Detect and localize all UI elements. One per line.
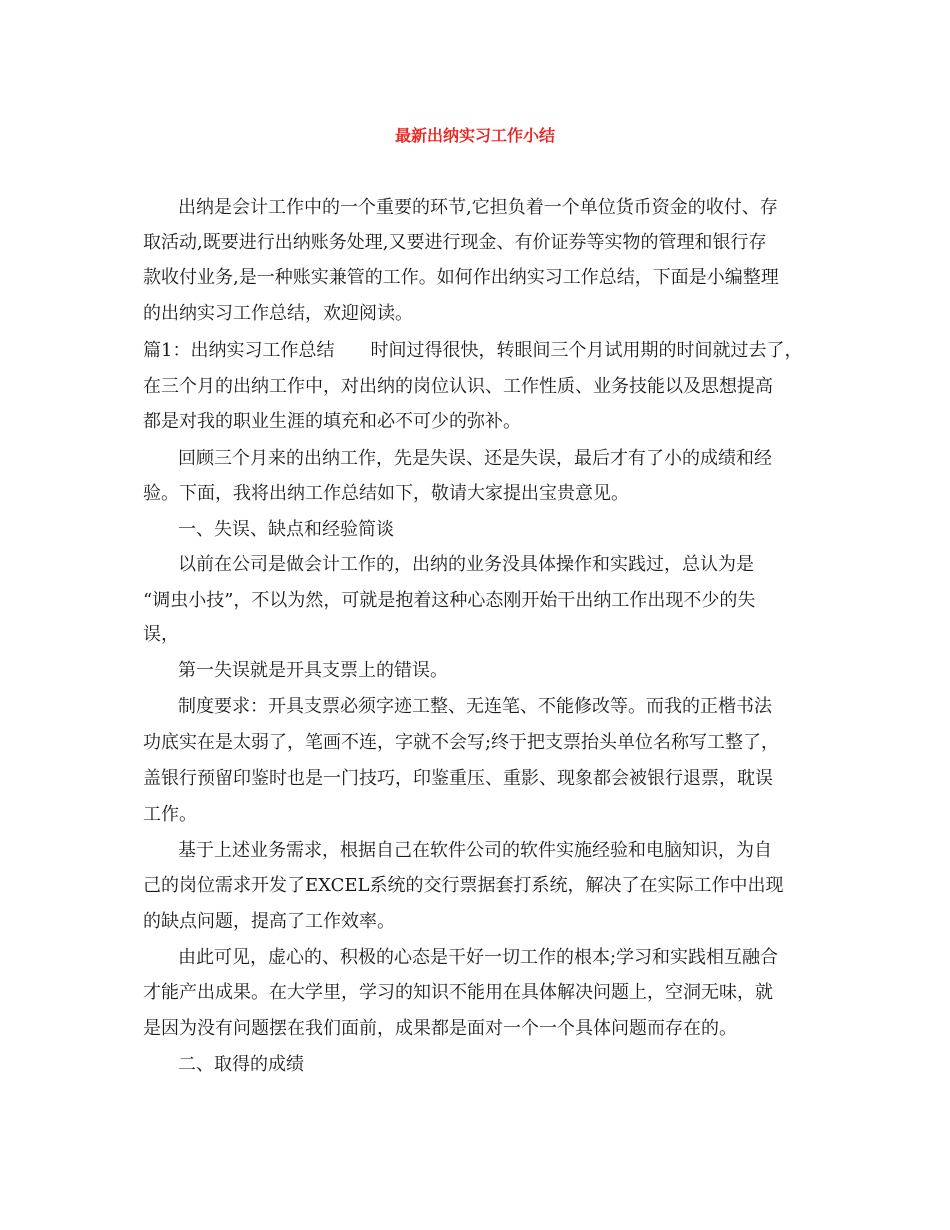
text-line: 盖银行预留印鉴时也是一门技巧，印鉴重压、重影、现象都会被银行退票，耽误: [143, 768, 773, 789]
text-line: 第一失误就是开具支票上的错误。: [178, 660, 448, 681]
text-line: 是因为没有问题摆在我们面前，成果都是面对一个一个具体问题而存在的。: [143, 1018, 737, 1039]
text-line: 回顾三个月来的出纳工作，先是失误、还是失误，最后才有了小的成绩和经: [178, 448, 772, 469]
text-line: 基于上述业务需求，根据自己在软件公司的软件实施经验和电脑知识，为自: [178, 840, 772, 861]
text-line: 在三个月的出纳工作中，对出纳的岗位认识、工作性质、业务技能以及思想提高: [143, 376, 773, 397]
text-line: 验。下面，我将出纳工作总结如下，敬请大家提出宝贵意见。: [143, 483, 629, 504]
text-line: 篇1：出纳实习工作总结 时间过得很快，转眼间三个月试用期的时间就过去了，: [143, 340, 803, 361]
text-line: “调虫小技”，不以为然，可就是抱着这种心态刚开始干出纳工作出现不少的失: [143, 590, 756, 611]
text-line: 己的岗位需求开发了EXCEL系统的交行票据套打系统，解决了在实际工作中出现: [143, 875, 784, 896]
text-line: 款收付业务,是一种账实兼管的工作。如何作出纳实习工作总结，下面是小编整理: [143, 267, 779, 288]
text-line: 的出纳实习工作总结，欢迎阅读。: [143, 303, 413, 324]
text-line: 都是对我的职业生涯的填充和必不可少的弥补。: [143, 411, 521, 432]
text-line: 以前在公司是做会计工作的，出纳的业务没具体操作和实践过，总认为是: [178, 554, 754, 575]
text-line: 才能产出成果。在大学里，学习的知识不能用在具体解决问题上，空洞无味，就: [143, 982, 773, 1003]
text-line: 的缺点问题，提高了工作效率。: [143, 911, 395, 932]
section-heading: 一、失误、缺点和经验简谈: [178, 519, 394, 540]
text-line: 出纳是会计工作中的一个重要的环节,它担负着一个单位货币资金的收付、存: [178, 197, 778, 218]
text-line: 制度要求：开具支票必须字迹工整、无连笔、不能修改等。而我的正楷书法: [178, 696, 772, 717]
section-heading: 二、取得的成绩: [178, 1054, 304, 1075]
text-line: 误，: [143, 624, 179, 645]
text-line: 功底实在是太弱了，笔画不连，字就不会写;终于把支票抬头单位名称写工整了，: [143, 732, 780, 753]
document-title: 最新出纳实习工作小结: [394, 126, 555, 145]
text-line: 工作。: [143, 804, 197, 825]
text-line: 由此可见，虚心的、积极的心态是干好一切工作的根本;学习和实践相互融合: [178, 947, 779, 968]
text-line: 取活动,既要进行出纳账务处理,又要进行现金、有价证券等实物的管理和银行存: [143, 232, 767, 253]
